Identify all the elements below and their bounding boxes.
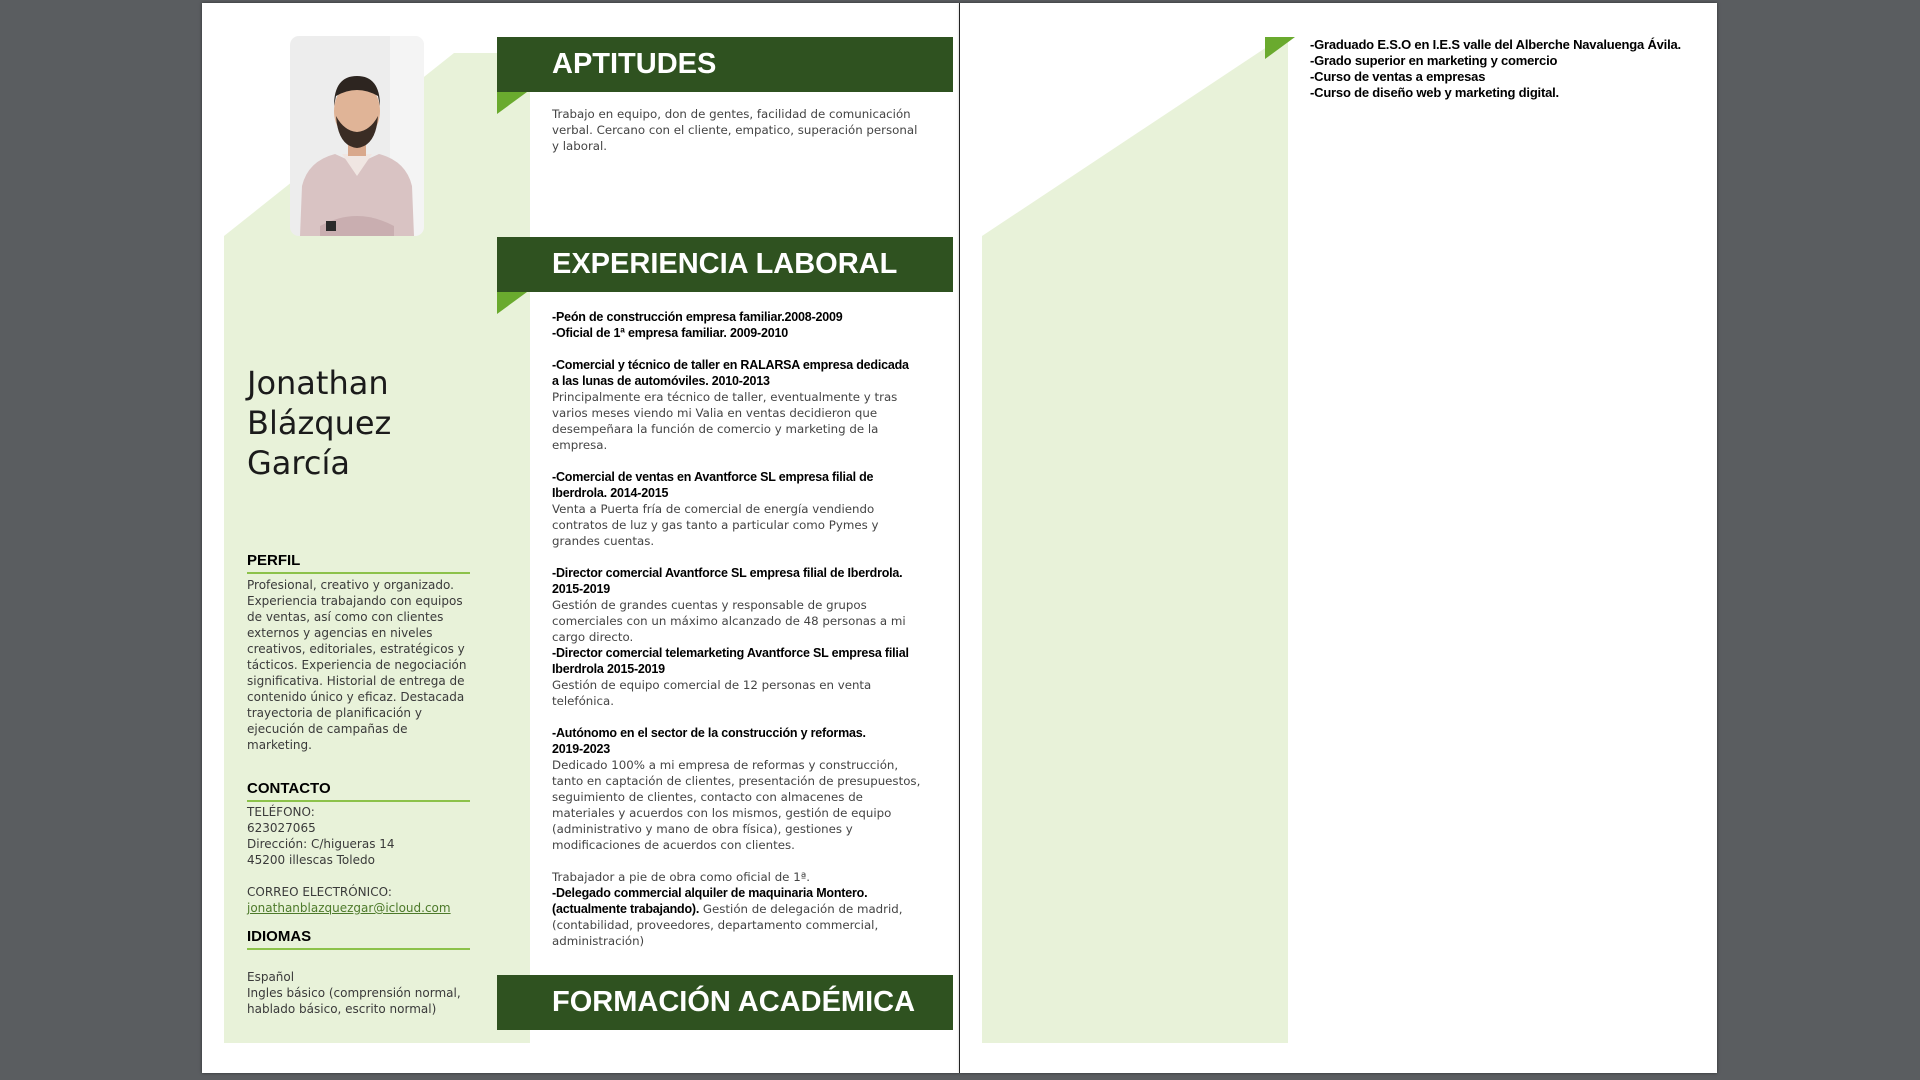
job-description: empresa.	[552, 438, 608, 452]
job-title: -Director comercial Avantforce SL empresa filial de Iberdrola.	[552, 566, 903, 580]
job-description: desempeñara la función de comercio y marketing de la	[552, 422, 879, 436]
profile-photo	[290, 36, 424, 236]
contacto-heading: CONTACTO	[247, 780, 470, 802]
perfil-line: de ventas, así como con clientes	[247, 610, 444, 624]
triangle-decoration	[1265, 37, 1295, 59]
resume-page-2	[960, 3, 1717, 1073]
job-description: materiales y acuerdos con los mismos, gestión de equipo	[552, 806, 892, 820]
job-description: Gestión de equipo comercial de 12 personas en venta	[552, 678, 872, 692]
phone-number: 623027065	[247, 821, 316, 835]
address-line-1: Dirección: C/higueras 14	[247, 837, 395, 851]
perfil-line: tácticos. Experiencia de negociación	[247, 658, 467, 672]
aptitudes-line: Trabajo en equipo, don de gentes, facilidad de comunicación	[552, 107, 911, 121]
address-line-2: 45200 illescas Toledo	[247, 853, 375, 867]
formacion-line: -Curso de ventas a empresas	[1310, 69, 1486, 84]
perfil-line: Profesional, creativo y organizado.	[247, 578, 454, 592]
name-line-3: García	[247, 444, 350, 482]
perfil-line: contenido único y eficaz. Destacada	[247, 690, 465, 704]
job-description: administración)	[552, 934, 645, 948]
name-line-1: Jonathan	[247, 364, 389, 402]
job-title: -Director comercial telemarketing Avantforce SL empresa filial	[552, 646, 909, 660]
job-title: 2015-2019	[552, 582, 610, 596]
job-description: (administrativo y mano de obra física), gestiones y	[552, 822, 853, 836]
aptitudes-line: y laboral.	[552, 139, 608, 153]
banner-triangle-decoration	[497, 92, 527, 114]
job-title: Iberdrola 2015-2019	[552, 662, 665, 676]
job-description: Dedicado 100% a mi empresa de reformas y construcción,	[552, 758, 899, 772]
job-title: Iberdrola. 2014-2015	[552, 486, 669, 500]
perfil-line: Experiencia trabajando con equipos	[247, 594, 463, 608]
perfil-line: marketing.	[247, 738, 312, 752]
job-description: Venta a Puerta fría de comercial de energía vendiendo	[552, 502, 875, 516]
email-link[interactable]: jonathanblazquezgar@icloud.com	[247, 901, 451, 915]
job-description: telefónica.	[552, 694, 615, 708]
aptitudes-text	[552, 106, 947, 154]
formacion-text	[1310, 37, 1681, 101]
job-title: a las lunas de automóviles. 2010-2013	[552, 374, 770, 388]
resume-page-1	[202, 3, 959, 1073]
perfil-heading: PERFIL	[247, 552, 470, 574]
left-panel-background	[982, 3, 1288, 1043]
job-description: modificaciones de acuerdos con clientes.	[552, 838, 795, 852]
aptitudes-line: verbal. Cercano con el cliente, empatico, superación personal	[552, 123, 918, 137]
contacto-text	[247, 804, 477, 916]
job-description: Trabajador a pie de obra como oficial de 1ª.	[552, 870, 811, 884]
perfil-line: significativa. Historial de entrega de	[247, 674, 465, 688]
job-title: -Oficial de 1ª empresa familiar. 2009-2010	[552, 326, 788, 340]
perfil-line: trayectoria de planificación y	[247, 706, 422, 720]
job-title: -Comercial de ventas en Avantforce SL empresa filial de	[552, 470, 874, 484]
idioma-line: Español	[247, 970, 295, 984]
formacion-line: -Curso de diseño web y marketing digital.	[1310, 85, 1559, 100]
idiomas-heading: IDIOMAS	[247, 928, 470, 950]
job-description: cargo directo.	[552, 630, 634, 644]
phone-label: TELÉFONO:	[247, 805, 315, 819]
idioma-line: Ingles básico (comprensión normal,	[247, 986, 461, 1000]
job-description: tanto en captación de clientes, presentación de presupuestos,	[552, 774, 921, 788]
job-description: Gestión de delegación de madrid,	[699, 902, 903, 916]
formacion-line: -Grado superior en marketing y comercio	[1310, 53, 1558, 68]
job-description: comerciales con un máximo alcanzado de 48 personas a mi	[552, 614, 906, 628]
job-description: Gestión de grandes cuentas y responsable de grupos	[552, 598, 867, 612]
formacion-banner: FORMACIÓN ACADÉMICA	[497, 975, 953, 1030]
aptitudes-banner: APTITUDES	[497, 37, 953, 92]
idiomas-text	[247, 969, 477, 1017]
job-description: grandes cuentas.	[552, 534, 655, 548]
job-title: -Peón de construcción empresa familiar.2008-2009	[552, 310, 843, 324]
perfil-line: externos y agencias en niveles	[247, 626, 433, 640]
experiencia-banner: EXPERIENCIA LABORAL	[497, 237, 953, 292]
job-title: (actualmente trabajando).	[552, 902, 700, 916]
job-description: (contabilidad, proveedores, departamento commercial,	[552, 918, 879, 932]
idioma-line: hablado básico, escrito normal)	[247, 1002, 437, 1016]
banner-triangle-decoration	[497, 292, 527, 314]
job-title: -Delegado commercial alquiler de maquinaria Montero.	[552, 886, 868, 900]
email-label: CORREO ELECTRÓNICO:	[247, 885, 392, 899]
perfil-line: creativos, editoriales, estratégicos y	[247, 642, 465, 656]
perfil-text	[247, 577, 477, 753]
job-description: seguimiento de clientes, contacto con almacenes de	[552, 790, 863, 804]
job-description: contratos de luz y gas tanto a particular como Pymes y	[552, 518, 879, 532]
name-line-2: Blázquez	[247, 404, 392, 442]
candidate-name	[247, 363, 391, 483]
job-title: -Autónomo en el sector de la construcción y reformas.	[552, 726, 866, 740]
job-title: 2019-2023	[552, 742, 610, 756]
experiencia-text	[552, 309, 947, 949]
job-description: varios meses viendo mi Valia en ventas decidieron que	[552, 406, 878, 420]
perfil-line: ejecución de campañas de	[247, 722, 408, 736]
job-description: Principalmente era técnico de taller, eventualmente y tras	[552, 390, 898, 404]
job-title: -Comercial y técnico de taller en RALARSA empresa dedicada	[552, 358, 909, 372]
formacion-line: -Graduado E.S.O en I.E.S valle del Alberche Navaluenga Ávila.	[1310, 37, 1681, 52]
